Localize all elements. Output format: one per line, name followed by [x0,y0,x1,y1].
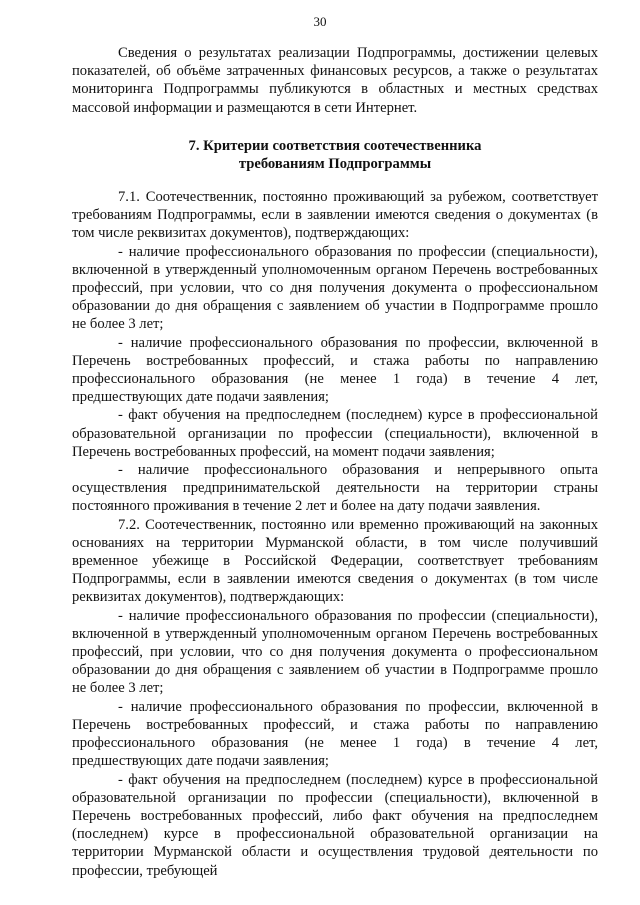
section-body [72,188,598,880]
list-item: - наличие профессионального образования и непрерывного опыта осуществления предпринимательской деятельности на территории страны постоянного проживания в течение 2 лет и более на дату подачи заявления. [72,462,598,515]
paragraph-7-1: 7.1. Соотечественник, постоянно проживающий за рубежом, соответствует требованиям Подпрограммы, если в заявлении имеются сведения о документах (в том числе реквизитах документов), подтверждающих: [72,189,598,242]
section-heading-line-2: требованиям Подпрограммы [238,156,432,173]
paragraph-7-2: 7.2. Соотечественник, постоянно или временно проживающий на законных основаниях на территории Мурманской области, в том числе получивший временное убежище в Российской Федерации, соответствует требованиям Подпрограммы, если в заявлении имеются сведения о документах (в том числе реквизитах документов), подтверждающих: [72,516,598,606]
list-item: - наличие профессионального образования по профессии (специальности), включенной в утвержденный уполномоченным органом Перечень востребованных профессий, при условии, что со дня получения документа о профессиональном образовании до дня обращения с заявлением об участии в Подпрограмме прошло не более 3 лет; [72,243,598,333]
list-item: - факт обучения на предпоследнем (последнем) курсе в профессиональной образовательной организации по профессии (специальности), включенной в Перечень востребованных профессий, на момент подачи заявления; [72,407,598,460]
page-number: 30 [313,14,327,29]
intro-paragraph-block [72,44,598,117]
list-item: - факт обучения на предпоследнем (последнем) курсе в профессиональной образовательной организации по профессии (специальности), включенной в Перечень востребованных профессий, либо факт обучения на предпоследнем (последнем) курсе в профессиональной образовательной организации на территории Мурманской области и осуществления трудовой деятельности по профессии, требующей [72,771,598,879]
list-item: - наличие профессионального образования по профессии, включенной в Перечень востребованных профессий, и стажа работы по направлению профессионального образования (не менее 1 года) в течение 4 лет, предшествующих дате подачи заявления; [72,698,598,770]
list-item: - наличие профессионального образования по профессии (специальности), включенной в утвержденный уполномоченным органом Перечень востребованных профессий, при условии, что со дня получения документа о профессиональном образовании до дня обращения с заявлением об участии в Подпрограмме прошло не более 3 лет; [72,607,598,697]
intro-paragraph: Сведения о результатах реализации Подпрограммы, достижении целевых показателей, об объёме затраченных финансовых ресурсов, а также о результатах мониторинга Подпрограммы публикуются в областных и местных средствах массовой информации и размещаются в сети Интернет. [72,45,598,116]
section-heading-line-1: 7. Критерии соответствия соотечественника [188,138,482,154]
section-heading [72,137,598,174]
list-item: - наличие профессионального образования по профессии, включенной в Перечень востребованных профессий, и стажа работы по направлению профессионального образования (не менее 1 года) в течение 4 лет, предшествующих дате подачи заявления; [72,334,598,406]
